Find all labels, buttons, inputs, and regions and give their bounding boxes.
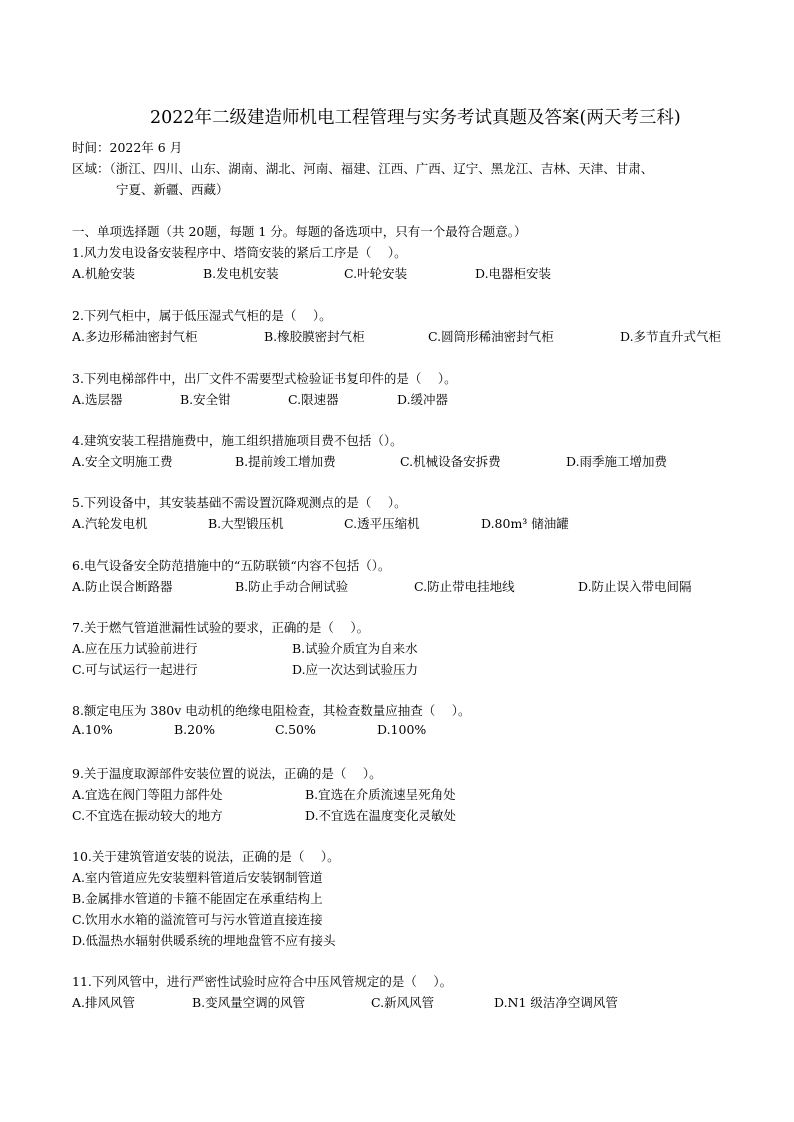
question-stem: 7.关于燃气管道泄漏性试验的要求，正确的是（ ）。	[72, 620, 370, 635]
question-stem: 1.风力发电设备安装程序中、塔筒安装的紧后工序是（ ）。	[72, 245, 407, 260]
option-b: B.大型锻压机	[208, 516, 284, 531]
option-b: B.发电机安装	[203, 266, 279, 281]
option-b: B.防止手动合闸试验	[235, 579, 349, 594]
document-title: 2022年二级建造师机电工程管理与实务考试真题及答案(两天考三科)	[150, 108, 681, 128]
option-d: D.应一次达到试验压力	[292, 662, 419, 677]
section-heading: 一、单项选择题（共 20题，每题 1 分。每题的备选项中，只有一个最符合题意。）	[72, 224, 527, 239]
question-stem: 11.下列风管中，进行严密性试验时应符合中压风管规定的是（ ）。	[72, 974, 453, 989]
option-c: C.饮用水水箱的溢流管可与污水管道直接连接	[72, 912, 323, 927]
option-c: C.限速器	[288, 392, 339, 407]
option-b: B.橡胶膜密封气柜	[264, 329, 365, 344]
option-a: A.机舱安装	[72, 266, 136, 281]
option-c: C.机械设备安拆费	[400, 454, 501, 469]
option-d: D.多节直升式气柜	[620, 329, 722, 344]
option-b: B.安全钳	[180, 392, 231, 407]
question-stem: 9.关于温度取源部件安装位置的说法，正确的是（ ）。	[72, 766, 382, 781]
option-d: D.雨季施工增加费	[566, 454, 668, 469]
option-c: C.透平压缩机	[344, 516, 420, 531]
option-a: A.安全文明施工费	[72, 454, 173, 469]
option-d: D.不宜选在温度变化灵敏处	[305, 808, 457, 823]
option-d: D.低温热水辐射供暖系统的埋地盘管不应有接头	[72, 933, 336, 948]
option-c: C.不宜选在振动较大的地方	[72, 808, 223, 823]
option-a: A.10%	[72, 722, 113, 737]
option-a: A.应在压力试验前进行	[72, 641, 198, 656]
question-stem: 6.电气设备安全防范措施中的“五防联锁“内容不包括（）。	[72, 558, 391, 573]
question-stem: 5.下列设备中，其安装基础不需设置沉降观测点的是（ ）。	[72, 495, 407, 510]
option-a: A.汽轮发电机	[72, 516, 148, 531]
option-d: D.电器柜安装	[475, 266, 552, 281]
option-d: D.80m³ 储油罐	[481, 516, 569, 531]
option-c: C.可与试运行一起进行	[72, 662, 198, 677]
option-a: A.防止误合断路器	[72, 579, 173, 594]
exam-region-line-1: 区域：（浙江、四川、山东、湖南、湖北、河南、福建、江西、广西、辽宁、黑龙江、吉林、天津、甘肃、	[72, 161, 654, 176]
option-d: D.100%	[377, 722, 427, 737]
exam-region-line-2: 宁夏、新疆、西藏）	[116, 182, 229, 197]
option-d: D.N1 级洁净空调风管	[494, 995, 618, 1010]
option-c: C.叶轮安装	[344, 266, 408, 281]
question-stem: 4.建筑安装工程措施费中，施工组织措施项目费不包括（）。	[72, 433, 403, 448]
option-b: B.提前竣工增加费	[235, 454, 336, 469]
option-a: A.排风风管	[72, 995, 136, 1010]
option-a: A.室内管道应先安装塑料管道后安装钢制管道	[72, 870, 323, 885]
option-b: B.金属排水管道的卡箍不能固定在承重结构上	[72, 891, 323, 906]
question-stem: 10.关于建筑管道安装的说法，正确的是（ ）。	[72, 849, 340, 864]
option-a: A.选层器	[72, 392, 123, 407]
option-a: A.宜选在阀门等阻力部件处	[72, 787, 223, 802]
option-b: B.变风量空调的风管	[192, 995, 306, 1010]
exam-time: 时间：2022年 6 月	[72, 140, 183, 155]
option-c: C.防止带电挂地线	[414, 579, 515, 594]
option-b: B.20%	[174, 722, 215, 737]
option-d: D.缓冲器	[397, 392, 449, 407]
option-d: D.防止误入带电间隔	[578, 579, 692, 594]
option-c: C.新风风管	[371, 995, 435, 1010]
question-stem: 3.下列电梯部件中，出厂文件不需要型式检验证书复印件的是（ ）。	[72, 371, 457, 386]
option-c: C.圆筒形稀油密封气柜	[428, 329, 554, 344]
question-stem: 2.下列气柜中，属于低压湿式气柜的是（ ）。	[72, 308, 332, 323]
option-a: A.多边形稀油密封气柜	[72, 329, 198, 344]
option-b: B.试验介质宜为自来水	[292, 641, 418, 656]
option-c: C.50%	[275, 722, 316, 737]
question-stem: 8.额定电压为 380v 电动机的绝缘电阻检查，其检查数量应抽查（ ）。	[72, 703, 471, 718]
option-b: B.宜选在介质流速呈死角处	[305, 787, 456, 802]
